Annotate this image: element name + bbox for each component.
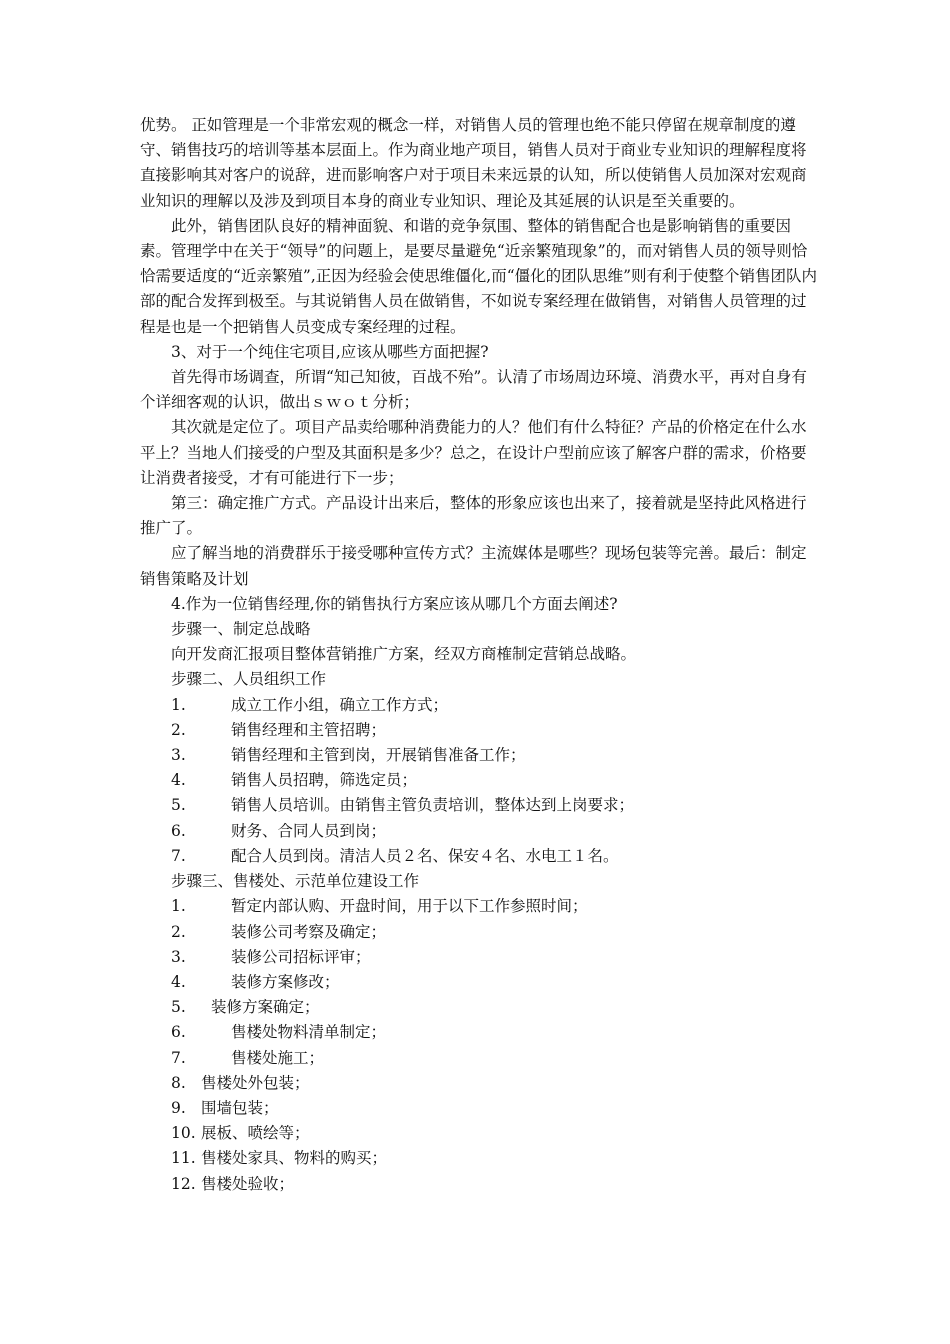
list-item [140, 1146, 820, 1171]
list-text: 成立工作小组，确立工作方式； [231, 695, 449, 714]
list-text: 装修公司招标评审； [231, 947, 371, 966]
list-text: 销售人员培训。由销售主管负责培训，整体达到上岗要求； [231, 796, 635, 815]
list-item [140, 1096, 820, 1121]
list-text: 售楼处验收； [201, 1174, 295, 1193]
list-item [140, 1071, 820, 1096]
question-4-heading: 4.作为一位销售经理,你的销售执行方案应该从哪几个方面去阐述? [171, 594, 618, 613]
list-number: 6. [171, 1023, 186, 1042]
list-number: 10. [171, 1124, 196, 1143]
list-item [140, 945, 820, 970]
list-text: 售楼处家具、物料的购买； [201, 1149, 388, 1168]
list-text: 暂定内部认购、开盘时间，用于以下工作参照时间； [231, 897, 588, 916]
step-1-heading: 步骤一、制定总战略 [171, 620, 311, 639]
list-text: 销售经理和主管招聘； [231, 720, 387, 739]
list-number: 12. [171, 1174, 196, 1193]
document-page [140, 113, 820, 1197]
list-text: 售楼处物料清单制定； [231, 1023, 387, 1042]
paragraph-team-spirit: 此外，销售团队良好的精神面貌、和谐的竞争氛围、整体的销售配合也是影响销售的重要因素。管理学中在关于“领导”的问题上，是要尽量避免“近亲繁殖现象”的，而对销售人员的领导则恰恰需要适度的“近亲繁殖”,正因为经验会使思维僵化,而“僵化的团队思维”则有利于使整个销售团队内部的配合发挥到极至。与其说销售人员在做销售，不如说专案经理在做销售，对销售人员管理的过程是也是一个把销售人员变成专案经理的过程。 [140, 216, 818, 336]
list-text: 销售人员招聘，筛选定员； [231, 771, 418, 790]
list-number: 3. [171, 947, 186, 966]
list-text: 配合人员到岗。清洁人员２名、保安４名、水电工１名。 [231, 846, 619, 865]
list-item [140, 995, 820, 1020]
list-text: 财务、合同人员到岗； [231, 821, 387, 840]
list-number: 9. [171, 1098, 186, 1117]
list-item [140, 743, 820, 768]
list-item [140, 1172, 820, 1197]
list-item [140, 970, 820, 995]
list-number: 2. [171, 922, 186, 941]
list-text: 售楼处外包装； [201, 1073, 310, 1092]
list-text: 围墙包装； [201, 1098, 279, 1117]
list-number: 1. [171, 695, 186, 714]
step-3-heading: 步骤三、售楼处、示范单位建设工作 [171, 872, 420, 891]
step-2-list [140, 693, 820, 869]
list-item [140, 1121, 820, 1146]
list-text: 售楼处施工； [231, 1048, 325, 1067]
paragraph-market-research: 首先得市场调查，所谓“知己知彼，百战不殆”。认清了市场周边环境、消费水平，再对自身有个详细客观的认识，做出ｓｗｏｔ分析； [140, 368, 807, 412]
list-text: 展板、喷绘等； [201, 1124, 310, 1143]
list-text: 装修方案确定； [211, 998, 320, 1017]
paragraph-promotion: 第三：确定推广方式。产品设计出来后，整体的形象应该也出来了，接着就是坚持此风格进行推广了。 [140, 494, 807, 538]
list-item [140, 844, 820, 869]
list-item [140, 693, 820, 718]
step-3-list [140, 894, 820, 1196]
list-number: 4. [171, 771, 186, 790]
list-number: 11. [171, 1149, 196, 1168]
list-item [140, 718, 820, 743]
list-item [140, 793, 820, 818]
paragraph-positioning: 其次就是定位了。项目产品卖给哪种消费能力的人？他们有什么特征？产品的价格定在什么水平上？当地人们接受的户型及其面积是多少？总之，在设计户型前应该了解客户群的需求，价格要让消费者接受，才有可能进行下一步； [140, 418, 807, 487]
step-2-heading: 步骤二、人员组织工作 [171, 670, 327, 689]
paragraph-media: 应了解当地的消费群乐于接受哪种宣传方式？主流媒体是哪些？现场包装等完善。最后：制定销售策略及计划 [140, 544, 807, 588]
list-number: 1. [171, 897, 186, 916]
list-number: 7. [171, 1048, 186, 1067]
list-number: 5. [171, 998, 186, 1017]
list-number: 8. [171, 1073, 186, 1092]
list-item [140, 894, 820, 919]
step-1-body: 向开发商汇报项目整体营销推广方案，经双方商榷制定营销总战略。 [171, 645, 637, 664]
list-item [140, 1020, 820, 1045]
list-item [140, 1046, 820, 1071]
list-number: 4. [171, 972, 186, 991]
list-number: 3. [171, 746, 186, 765]
list-number: 5. [171, 796, 186, 815]
paragraph-management: 优势。 正如管理是一个非常宏观的概念一样，对销售人员的管理也绝不能只停留在规章制度的遵守、销售技巧的培训等基本层面上。作为商业地产项目，销售人员对于商业专业知识的理解程度将直接影响其对客户的说辞，进而影响客户对于项目未来远景的认知，所以使销售人员加深对宏观商业知识的理解以及涉及到项目本身的商业专业知识、理论及其延展的认识是至关重要的。 [140, 116, 807, 210]
list-item [140, 920, 820, 945]
list-text: 销售经理和主管到岗，开展销售准备工作； [231, 746, 526, 765]
list-number: 7. [171, 846, 186, 865]
list-number: 2. [171, 720, 186, 739]
list-item [140, 768, 820, 793]
list-text: 装修公司考察及确定； [231, 922, 387, 941]
list-text: 装修方案修改； [231, 972, 340, 991]
list-number: 6. [171, 821, 186, 840]
question-3-heading: 3、对于一个纯住宅项目,应该从哪些方面把握? [171, 342, 489, 361]
list-item [140, 819, 820, 844]
